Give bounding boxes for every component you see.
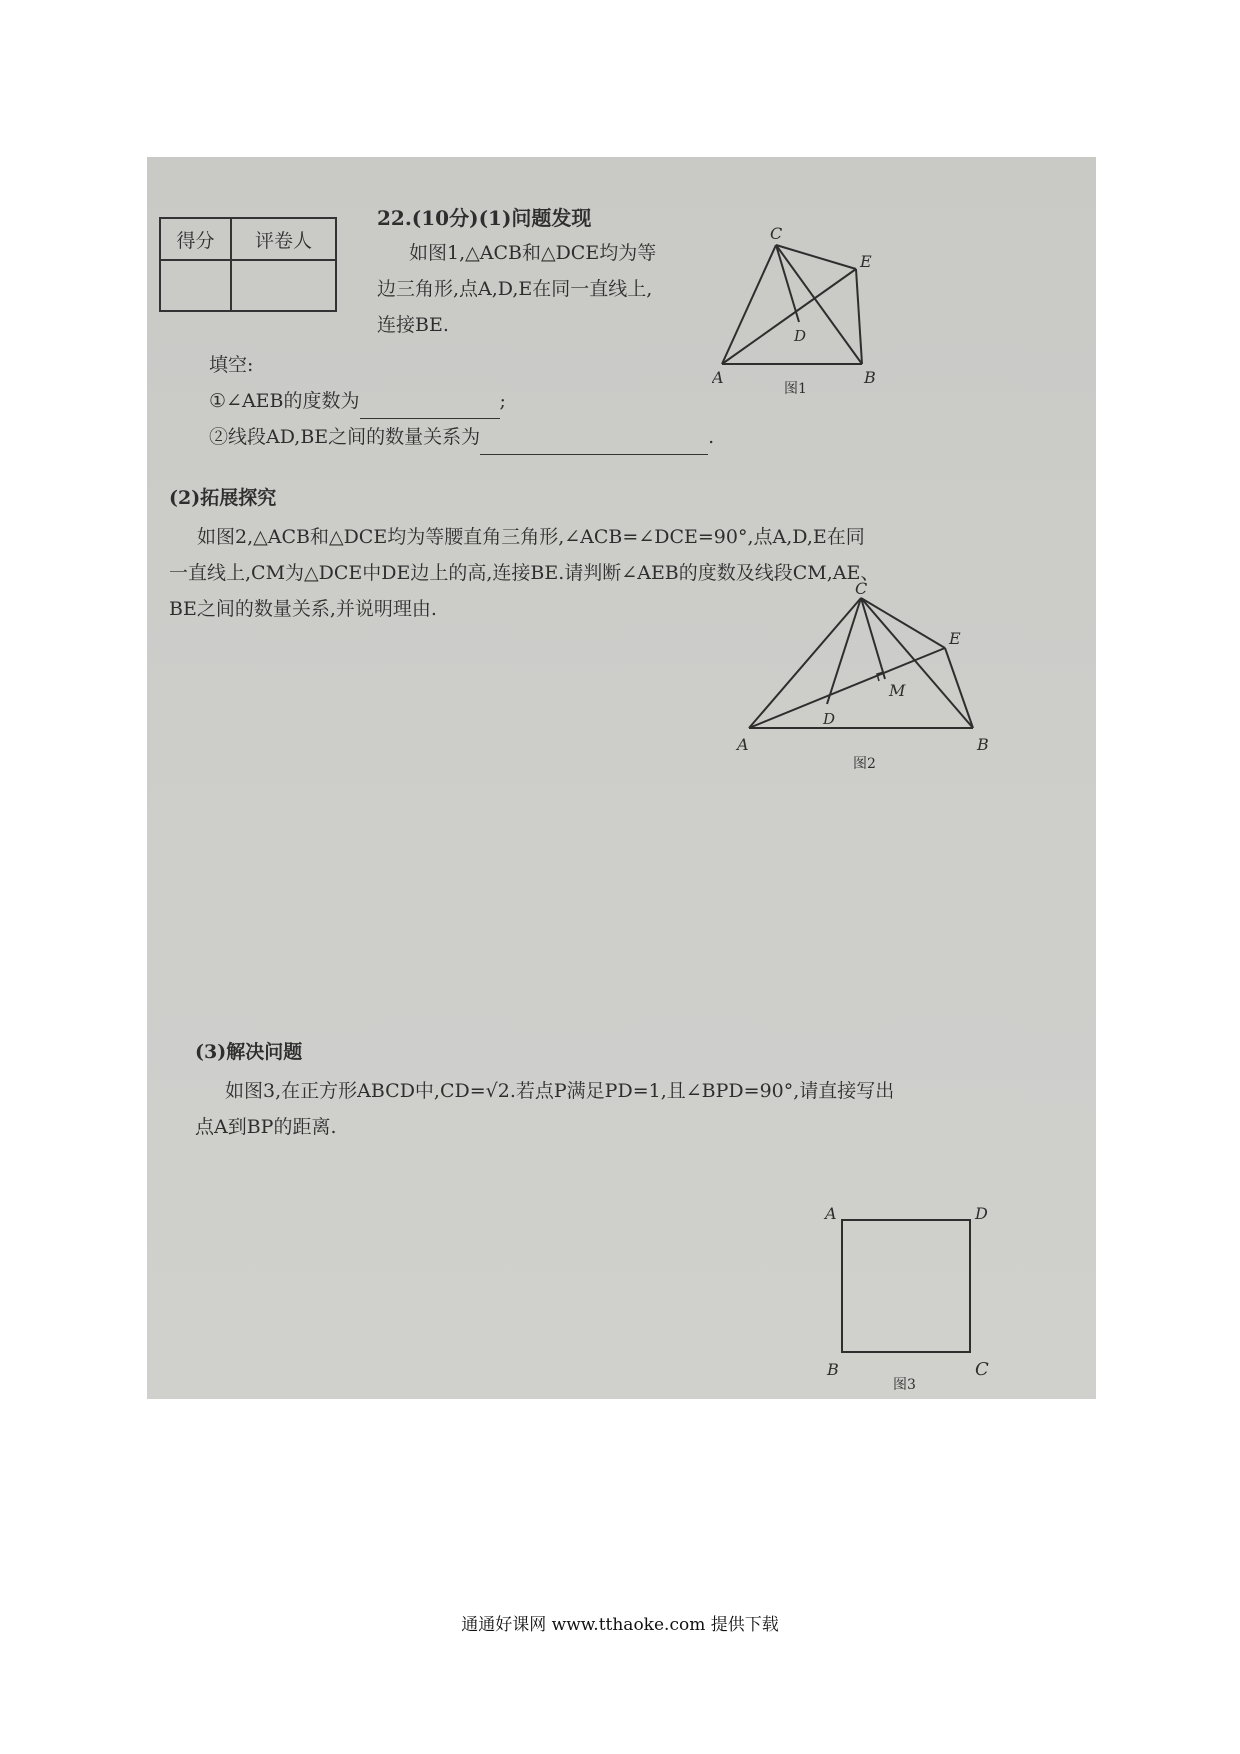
fig1-segment-ae: [722, 269, 856, 364]
fig1-caption: 图1: [784, 381, 807, 397]
fig3-label-a: A: [825, 1204, 837, 1223]
grader-label: 评卷人: [231, 218, 336, 260]
part3-line1: 如图3,在正方形ABCD中,CD=√2.若点P满足PD=1,且∠BPD=90°,请直接写出: [225, 1080, 895, 1102]
question-points: (10分): [411, 206, 479, 230]
fig1-label-e: E: [860, 252, 872, 271]
score-label: 得分: [160, 218, 231, 260]
score-cell: [160, 260, 231, 311]
fig1-segment-cb: [776, 245, 862, 364]
part3-heading: (3)解决问题: [195, 1041, 303, 1063]
part1-text-line1: 如图1,△ACB和△DCE均为等: [409, 242, 657, 264]
part1-text-line2: 边三角形,点A,D,E在同一直线上,: [377, 278, 653, 300]
fig2-label-c: C: [855, 582, 868, 598]
fig1-label-c: C: [770, 224, 783, 243]
part2-heading: (2)拓展探究: [169, 487, 277, 509]
fig1-segment-cd: [776, 245, 799, 322]
fill-label: 填空:: [209, 354, 254, 376]
question-header: [377, 202, 591, 231]
fig2-label-e: E: [949, 629, 961, 648]
fill-item-1-end: ;: [499, 390, 506, 412]
fig1-segment-eb: [856, 269, 862, 364]
figure-3: [807, 1195, 1007, 1395]
fig2-label-b: B: [977, 735, 989, 754]
footer-text: 通通好课网 www.tthaoke.com 提供下载: [461, 1615, 779, 1635]
fig3-square-abcd: [842, 1220, 970, 1352]
fill-item-2-end: .: [708, 426, 715, 448]
fill-item-2: [209, 419, 714, 455]
fig1-label-a: A: [712, 368, 724, 387]
fig2-label-a: A: [737, 735, 749, 754]
fig3-caption: 图3: [893, 1377, 916, 1393]
fig2-segment-cb: [861, 598, 973, 728]
fig2-segment-ae: [749, 648, 945, 728]
part2-line1: 如图2,△ACB和△DCE均为等腰直角三角形,∠ACB=∠DCE=90°,点A,D,E在同: [197, 526, 865, 548]
part1-text-line3: 连接BE.: [377, 314, 449, 336]
fig2-segment-eb: [945, 648, 973, 728]
fig2-segment-cd: [827, 598, 861, 704]
figure-2: [727, 582, 997, 782]
fill-item-1: [209, 383, 506, 419]
score-table: [159, 217, 337, 312]
answer-blank-2[interactable]: [480, 454, 708, 455]
fig1-segment-ca: [722, 245, 776, 364]
part3-line2: 点A到BP的距离.: [195, 1116, 337, 1138]
grader-cell: [231, 260, 336, 311]
scanned-exam-page: [147, 157, 1096, 1399]
fig2-label-d: D: [823, 710, 836, 728]
part2-line2: 一直线上,CM为△DCE中DE边上的高,连接BE.请判断∠AEB的度数及线段CM,AE、: [169, 562, 880, 584]
question-number: 22.: [377, 206, 412, 230]
fig1-label-b: B: [864, 368, 876, 387]
part2-line3: BE之间的数量关系,并说明理由.: [169, 598, 437, 620]
figure-1: [712, 217, 922, 402]
fig1-segment-ce: [776, 245, 856, 269]
fill-item-2-text: ②线段AD,BE之间的数量关系为: [209, 426, 481, 448]
part1-heading: (1)问题发现: [478, 206, 592, 230]
fill-item-1-text: ①∠AEB的度数为: [209, 390, 360, 412]
fig3-label-d: D: [975, 1204, 988, 1223]
fig2-segment-ca: [749, 598, 861, 728]
fig1-label-d: D: [794, 327, 807, 345]
fig2-caption: 图2: [853, 756, 876, 772]
fig3-label-c: C: [975, 1359, 989, 1380]
fig3-label-b: B: [827, 1360, 839, 1379]
fig2-label-m: M: [889, 681, 906, 700]
